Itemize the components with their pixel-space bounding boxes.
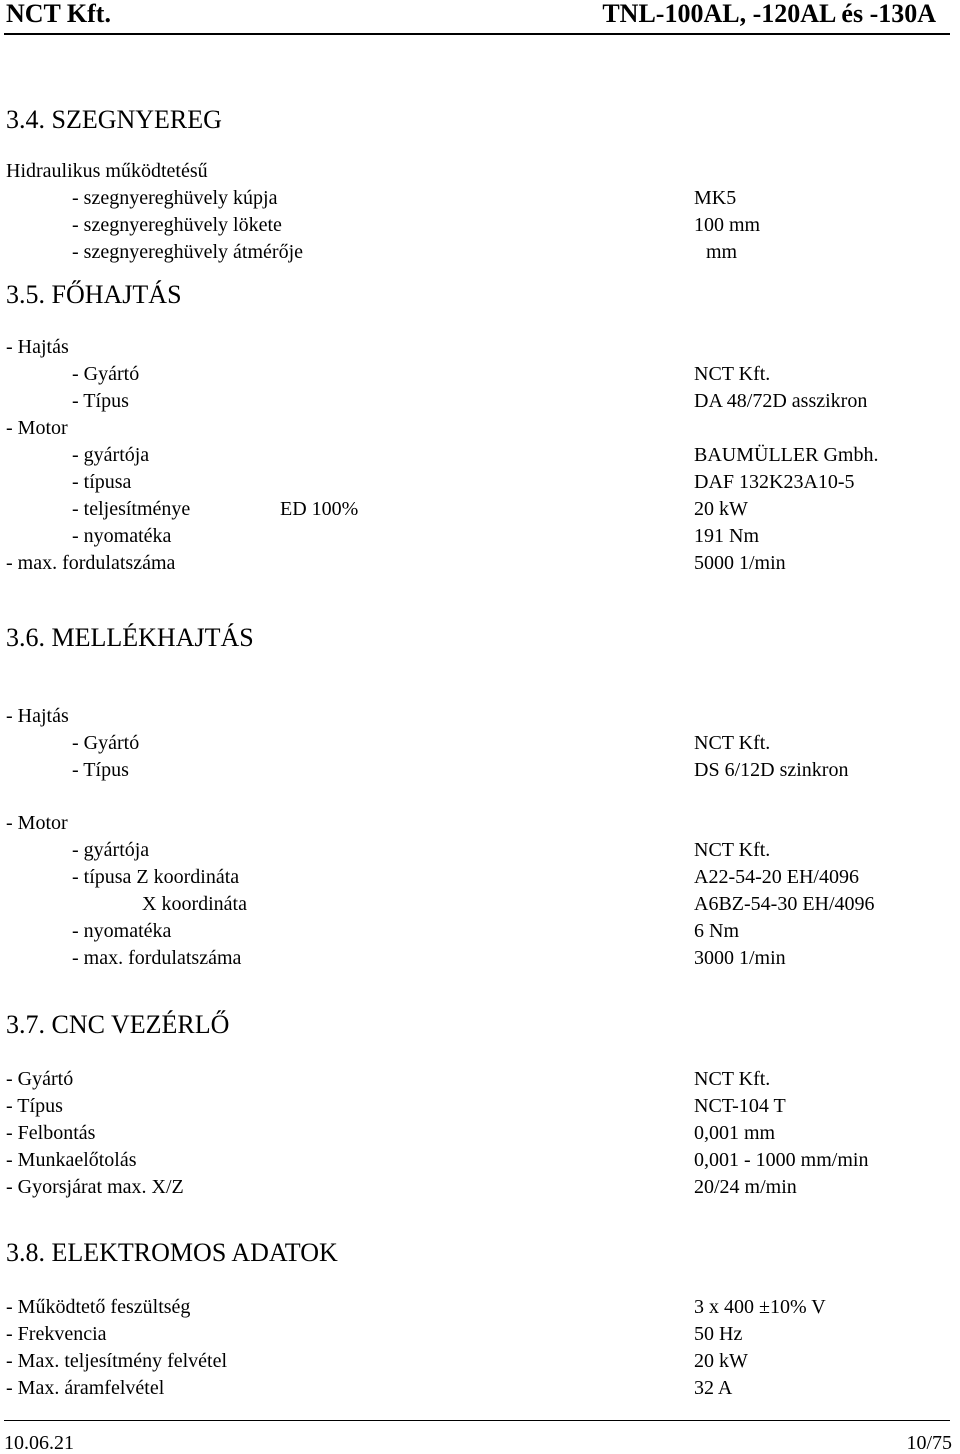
header-company: NCT Kft.: [6, 0, 111, 28]
spec-label: - Gyártó: [72, 363, 140, 385]
drive-label: - Hajtás: [6, 336, 69, 358]
spec-value: 191 Nm: [694, 525, 759, 547]
spec-value: 0,001 mm: [694, 1122, 776, 1144]
spec-value: 100 mm: [694, 214, 761, 236]
spec-label: - Működtető feszültség: [6, 1296, 191, 1318]
spec-label: - Max. áramfelvétel: [6, 1377, 165, 1399]
page-number: 10/75: [906, 1432, 952, 1454]
spec-duty-cycle: ED 100%: [280, 498, 359, 520]
spec-value: 20/24 m/min: [694, 1176, 797, 1198]
spec-value: 3 x 400 ±10% V: [694, 1296, 826, 1318]
spec-value: DA 48/72D asszikron: [694, 390, 868, 412]
spec-value: A22-54-20 EH/4096: [694, 866, 859, 888]
spec-label: - Frekvencia: [6, 1323, 107, 1345]
header-divider: [4, 33, 950, 35]
spec-label: - Felbontás: [6, 1122, 96, 1144]
spec-value: 20 kW: [694, 498, 748, 520]
motor-label: - Motor: [6, 812, 68, 834]
spec-label: - Gyártó: [72, 732, 140, 754]
spec-label: - Munkaelőtolás: [6, 1149, 137, 1171]
spec-label: - teljesítménye: [72, 498, 191, 520]
section-intro: Hidraulikus működtetésű: [6, 160, 208, 182]
spec-value: A6BZ-54-30 EH/4096: [694, 893, 875, 915]
footer-date: 10.06.21: [4, 1432, 74, 1454]
section-title-elektromos-adatok: 3.8. ELEKTROMOS ADATOK: [6, 1238, 338, 1267]
spec-label: - szegnyereghüvely lökete: [72, 214, 282, 236]
spec-value: 0,001 - 1000 mm/min: [694, 1149, 869, 1171]
spec-label: - gyártója: [72, 444, 150, 466]
footer-divider: [4, 1420, 950, 1421]
spec-label: - Max. teljesítmény felvétel: [6, 1350, 228, 1372]
spec-value: BAUMÜLLER Gmbh.: [694, 444, 879, 466]
spec-label: - nyomatéka: [72, 920, 172, 942]
spec-value: 32 A: [694, 1377, 733, 1399]
section-title-cnc-vezerlo: 3.7. CNC VEZÉRLŐ: [6, 1010, 230, 1039]
spec-label: - szegnyereghüvely kúpja: [72, 187, 278, 209]
header-document-title: TNL-100AL, -120AL és -130A: [602, 0, 936, 28]
spec-value: NCT-104 T: [694, 1095, 786, 1117]
spec-label: - nyomatéka: [72, 525, 172, 547]
spec-value: 6 Nm: [694, 920, 739, 942]
spec-label: - típusa Z koordináta: [72, 866, 240, 888]
spec-label: - gyártója: [72, 839, 150, 861]
section-title-szegnyereg: 3.4. SZEGNYEREG: [6, 105, 222, 134]
spec-value: NCT Kft.: [694, 839, 771, 861]
drive-label: - Hajtás: [6, 705, 69, 727]
spec-value: NCT Kft.: [694, 363, 771, 385]
spec-label: - Típus: [72, 759, 129, 781]
spec-label: X koordináta: [142, 893, 247, 915]
spec-label: - max. fordulatszáma: [6, 552, 176, 574]
motor-label: - Motor: [6, 417, 68, 439]
spec-label: - max. fordulatszáma: [72, 947, 242, 969]
section-title-mellekhajtas: 3.6. MELLÉKHAJTÁS: [6, 623, 254, 652]
spec-value: MK5: [694, 187, 737, 209]
spec-label: - Típus: [6, 1095, 63, 1117]
spec-value: 20 kW: [694, 1350, 748, 1372]
spec-label: - szegnyereghüvely átmérője: [72, 241, 304, 263]
spec-value: NCT Kft.: [694, 1068, 771, 1090]
spec-label: - Gyorsjárat max. X/Z: [6, 1176, 184, 1198]
spec-label: - típusa: [72, 471, 132, 493]
spec-value: NCT Kft.: [694, 732, 771, 754]
spec-value: DS 6/12D szinkron: [694, 759, 849, 781]
section-title-fohajtas: 3.5. FŐHAJTÁS: [6, 280, 182, 309]
spec-label: - Típus: [72, 390, 129, 412]
spec-label: - Gyártó: [6, 1068, 74, 1090]
spec-value: mm: [706, 241, 738, 263]
spec-value: 3000 1/min: [694, 947, 786, 969]
spec-value: 50 Hz: [694, 1323, 743, 1345]
spec-value: 5000 1/min: [694, 552, 786, 574]
spec-value: DAF 132K23A10-5: [694, 471, 855, 493]
